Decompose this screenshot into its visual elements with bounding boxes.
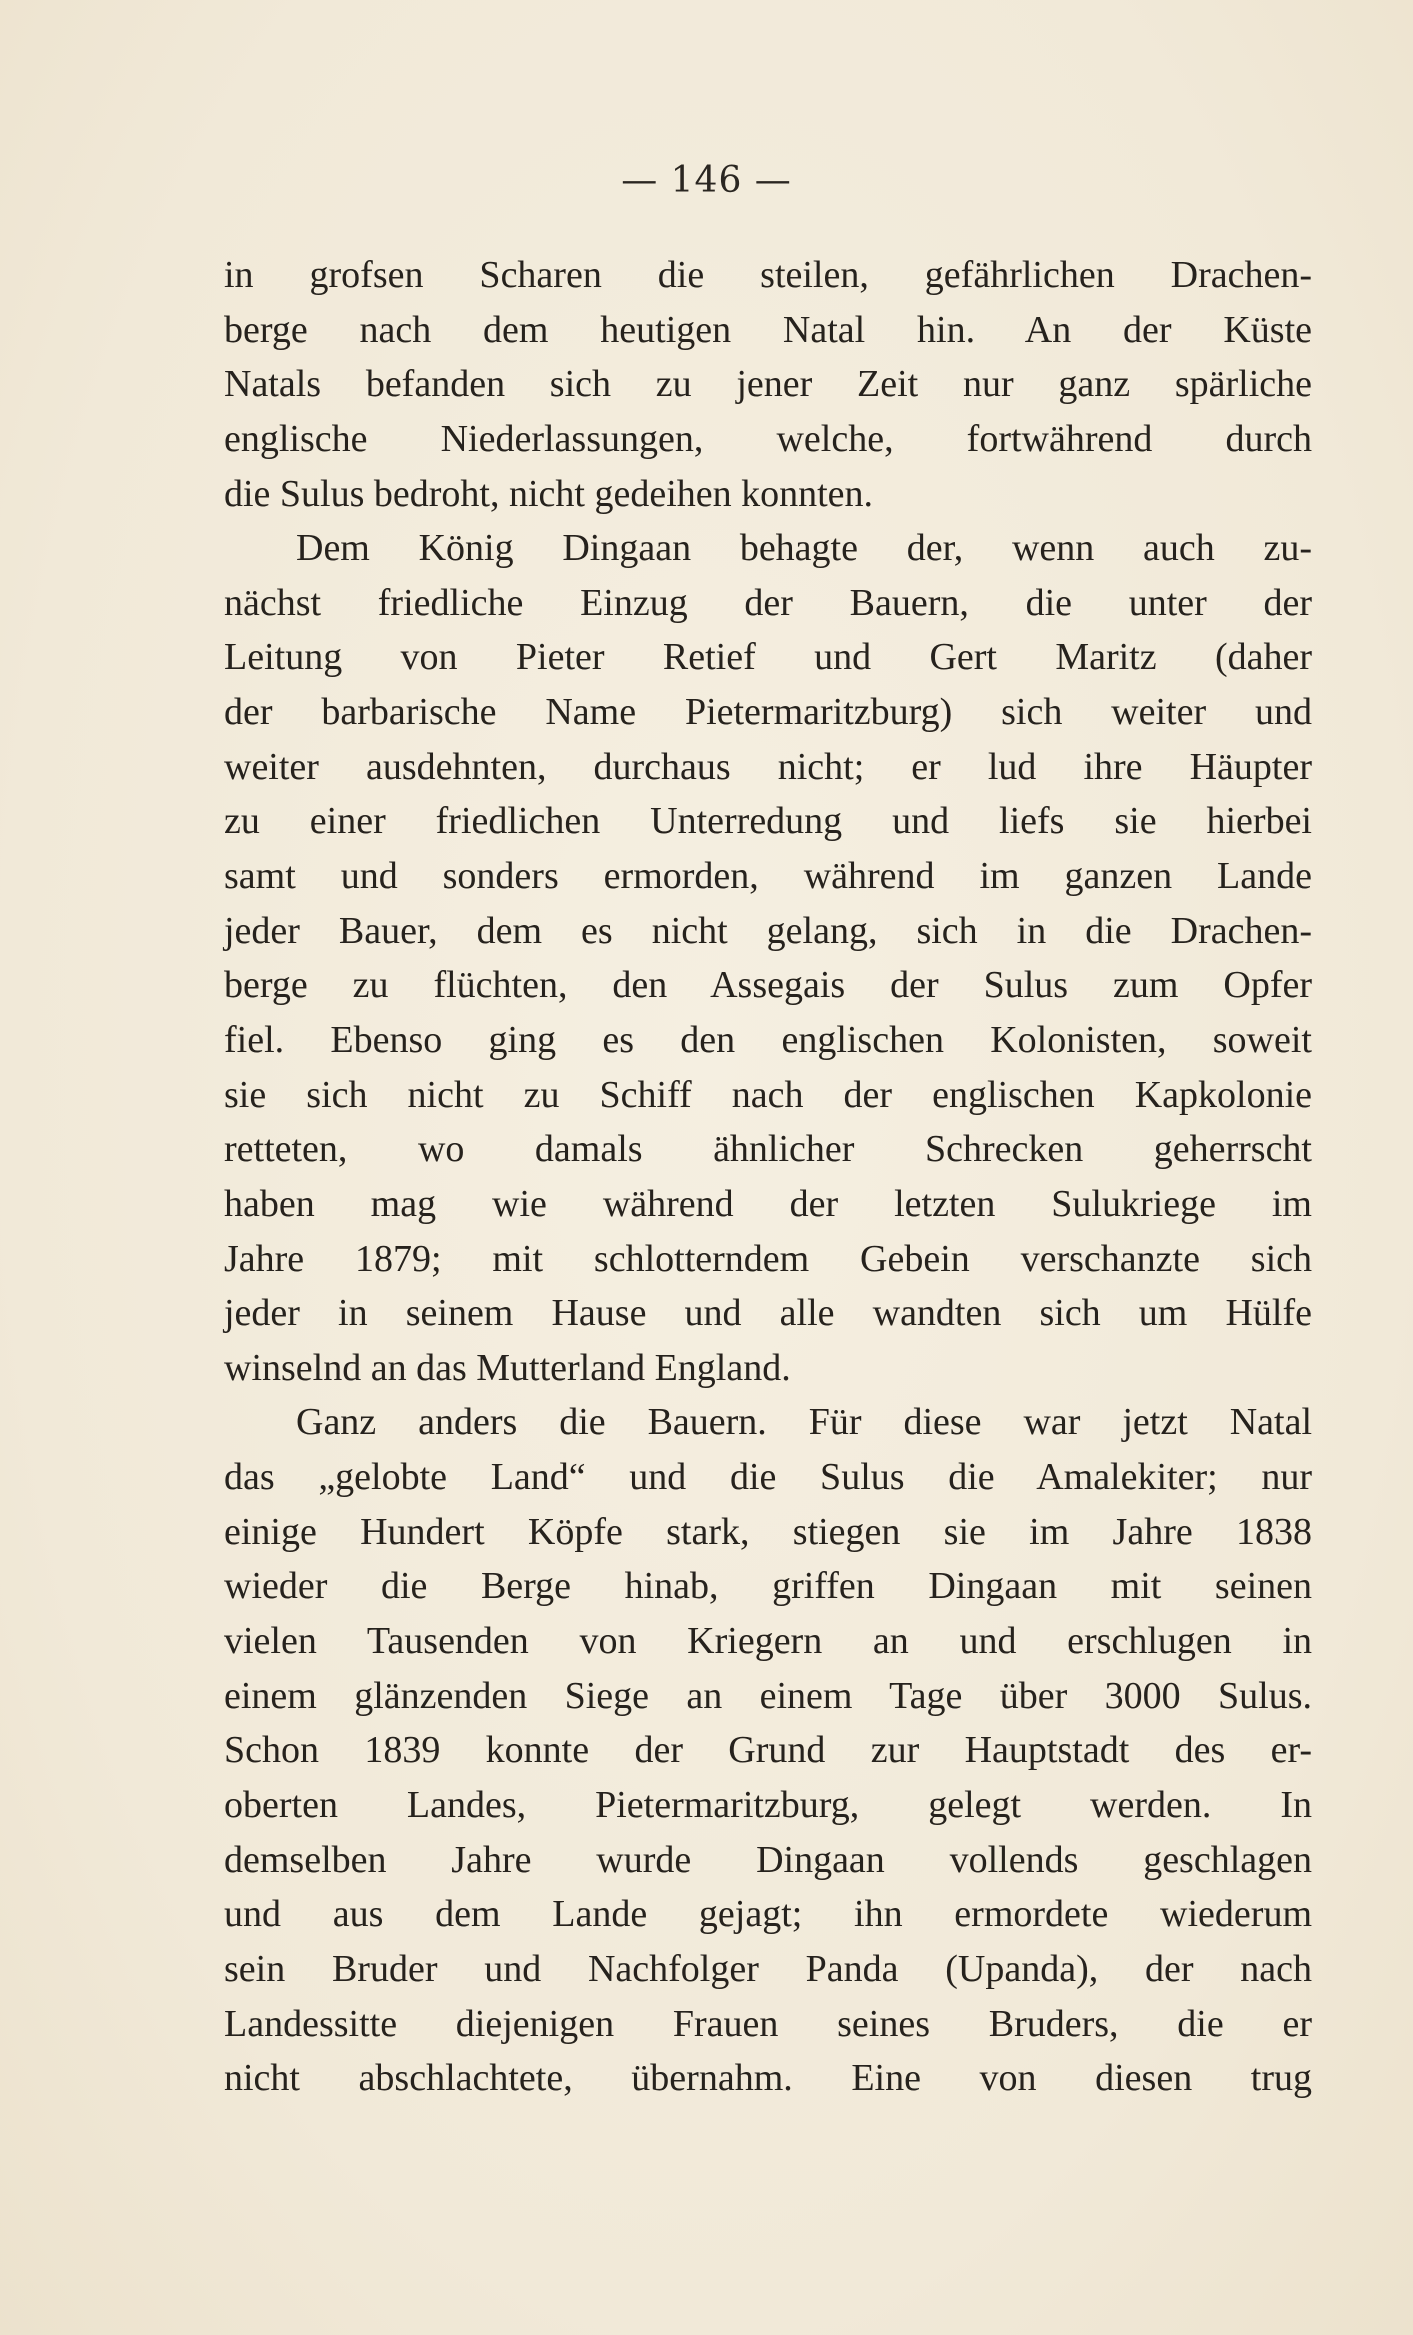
text-line: berge zu flüchten, den Assegais der Sulus zum Opfer [224,964,1312,1007]
text-line: Natals befanden sich zu jener Zeit nur ganz spärliche [224,363,1312,406]
text-line: samt und sonders ermorden, während im ganzen Lande [224,855,1312,898]
text-line: nicht abschlachtete, übernahm. Eine von diesen trug [224,2057,1312,2100]
body-text [224,248,1312,2106]
text-line: Landessitte diejenigen Frauen seines Bruders, die er [224,2002,1312,2045]
text-line: zu einer friedlichen Unterredung und liefs sie hierbei [224,800,1312,843]
text-line: einem glänzenden Siege an einem Tage über 3000 Sulus. [224,1674,1312,1717]
text-line: winselnd an das Mutterland England. [224,1346,791,1389]
paragraph-start-line: Ganz anders die Bauern. Für diese war jetzt Natal [296,1401,1312,1444]
text-line: weiter ausdehnten, durchaus nicht; er lud ihre Häupter [224,745,1312,788]
text-line: Jahre 1879; mit schlotterndem Gebein verschanzte sich [224,1237,1312,1280]
text-line: haben mag wie während der letzten Sulukriege im [224,1182,1312,1225]
text-line: Leitung von Pieter Retief und Gert Maritz (daher [224,636,1312,679]
text-line: nächst friedliche Einzug der Bauern, die unter der [224,581,1312,624]
text-line: in grofsen Scharen die steilen, gefährlichen Drachen- [224,254,1312,296]
text-line: einige Hundert Köpfe stark, stiegen sie im Jahre 1838 [224,1510,1312,1553]
text-line: der barbarische Name Pietermaritzburg) sich weiter und [224,691,1312,734]
text-line: vielen Tausenden von Kriegern an und erschlugen in [224,1620,1312,1663]
text-line: sein Bruder und Nachfolger Panda (Upanda), der nach [224,1947,1312,1990]
text-line: das „gelobte Land“ und die Sulus die Amalekiter; nur [224,1456,1312,1499]
text-line: demselben Jahre wurde Dingaan vollends geschlagen [224,1838,1312,1881]
text-line: berge nach dem heutigen Natal hin. An der Küste [224,308,1312,351]
text-line: fiel. Ebenso ging es den englischen Kolonisten, soweit [224,1018,1312,1061]
text-line: oberten Landes, Pietermaritzburg, gelegt werden. In [224,1783,1312,1826]
text-line: wieder die Berge hinab, griffen Dingaan mit seinen [224,1565,1312,1608]
text-line: retteten, wo damals ähnlicher Schrecken geherrscht [224,1128,1312,1171]
text-line: und aus dem Lande gejagt; ihn ermordete wiederum [224,1893,1312,1936]
text-line: englische Niederlassungen, welche, fortwährend durch [224,417,1312,460]
text-line: Schon 1839 konnte der Grund zur Hauptstadt des er- [224,1729,1312,1772]
page-number: — 146 — [621,160,792,201]
text-line: jeder in seinem Hause und alle wandten sich um Hülfe [224,1292,1312,1335]
paragraph-start-line: Dem König Dingaan behagte der, wenn auch zu- [296,527,1312,570]
text-line: jeder Bauer, dem es nicht gelang, sich in die Drachen- [224,909,1312,952]
text-line: die Sulus bedroht, nicht gedeihen konnten. [224,472,874,515]
text-line: sie sich nicht zu Schiff nach der englischen Kapkolonie [224,1073,1312,1116]
